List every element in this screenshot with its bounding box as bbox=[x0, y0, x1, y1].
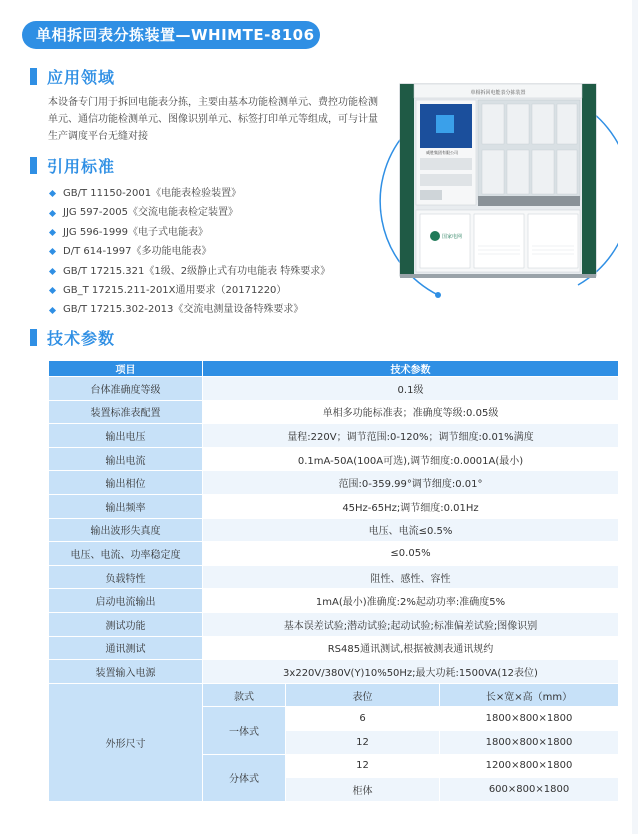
panel-slot bbox=[420, 174, 472, 186]
table-row bbox=[49, 660, 618, 683]
row-key: 输出波形失真度 bbox=[49, 519, 202, 542]
list-item: GB/T 11150-2001《电能表检验装置》 bbox=[50, 184, 330, 203]
dimension-position: 柜体 bbox=[286, 778, 439, 801]
cabinet-door bbox=[474, 214, 524, 268]
cabinet-base bbox=[400, 274, 596, 278]
edge-decoration bbox=[632, 0, 638, 834]
cabinet-door bbox=[420, 214, 470, 268]
header-cell-item: 项目 bbox=[49, 361, 202, 376]
row-value: 0.1级 bbox=[203, 377, 618, 400]
row-value: 阻性、感性、容性 bbox=[203, 566, 618, 589]
cabinet-header-text: 单相拆回电能表分拣装置 bbox=[470, 90, 526, 96]
sub-header-position: 表位 bbox=[286, 684, 439, 707]
dimension-size: 1200×800×1800 bbox=[440, 755, 618, 778]
dimension-size: 600×800×1800 bbox=[440, 778, 618, 801]
sub-header-style: 款式 bbox=[203, 684, 285, 707]
dimension-position: 12 bbox=[286, 755, 439, 778]
table-row bbox=[49, 637, 618, 660]
list-item: JJG 597-2005《交流电能表检定装置》 bbox=[50, 203, 330, 222]
row-value: 1mA(最小)准确度:2%起动功率:准确度5% bbox=[203, 589, 618, 612]
table-header-row bbox=[49, 361, 618, 376]
dimension-position: 12 bbox=[286, 731, 439, 754]
row-key: 负载特性 bbox=[49, 566, 202, 589]
dimension-position: 6 bbox=[286, 707, 439, 730]
dimension-style: 分体式 bbox=[203, 755, 285, 801]
spec-table bbox=[48, 360, 619, 802]
windows-logo-icon bbox=[436, 115, 454, 133]
dimension-size: 1800×800×1800 bbox=[440, 731, 618, 754]
row-value: 0.1mA-50A(100A可选),调节细度:0.0001A(最小) bbox=[203, 448, 618, 471]
row-value: RS485通讯测试,根据被测表通讯规约 bbox=[203, 637, 618, 660]
heading-bar bbox=[30, 157, 37, 174]
dimension-label: 外形尺寸 bbox=[49, 684, 202, 801]
table-row bbox=[49, 589, 618, 612]
dimension-header-row bbox=[49, 684, 618, 707]
row-key: 装置输入电源 bbox=[49, 660, 202, 683]
list-item: GB/T 17215.321《1级、2级静止式有功电能表 特殊要求》 bbox=[50, 262, 330, 281]
diamond-bullet-icon bbox=[49, 268, 56, 275]
diamond-bullet-icon bbox=[49, 306, 56, 313]
row-key: 启动电流输出 bbox=[49, 589, 202, 612]
row-value: 电压、电流≤0.5% bbox=[203, 519, 618, 542]
table-row bbox=[49, 542, 618, 565]
decor-dot bbox=[435, 292, 441, 298]
cabinet-door bbox=[528, 214, 578, 268]
row-value: 基本误差试验;潜动试验;起动试验;标准偏差试验;图像识别 bbox=[203, 613, 618, 636]
header-cell-params: 技术参数 bbox=[203, 361, 618, 376]
company-label: 威胜集团有限公司 bbox=[426, 150, 458, 155]
list-item: JJG 596-1999《电子式电能表》 bbox=[50, 223, 330, 242]
dimension-style: 一体式 bbox=[203, 707, 285, 753]
row-key: 输出电流 bbox=[49, 448, 202, 471]
row-value: 3x220V/380V(Y)10%50Hz;最大功耗:1500VA(12表位) bbox=[203, 660, 618, 683]
row-key: 输出频率 bbox=[49, 495, 202, 518]
diamond-bullet-icon bbox=[49, 248, 56, 255]
panel-drawer bbox=[420, 190, 442, 200]
table-row bbox=[49, 613, 618, 636]
state-grid-logo-text: 国家电网 bbox=[442, 234, 463, 240]
section-heading-application bbox=[30, 66, 115, 86]
heading-text: 引用标准 bbox=[47, 156, 116, 176]
row-key: 台体准确度等级 bbox=[49, 377, 202, 400]
table-row bbox=[49, 471, 618, 494]
application-text: 本设备专门用于拆回电能表分拣，主要由基本功能检测单元、费控功能检测单元、通信功能检测单元、图像识别单元、标签打印单元等组成，可与计量生产调度平台无缝对接 bbox=[48, 97, 378, 142]
list-item: D/T 614-1997《多功能电能表》 bbox=[50, 242, 330, 261]
section-heading-specs bbox=[30, 327, 115, 347]
heading-bar bbox=[30, 68, 37, 85]
state-grid-logo-icon bbox=[430, 231, 440, 241]
section-heading-standards bbox=[30, 155, 115, 175]
row-key: 装置标准表配置 bbox=[49, 401, 202, 424]
row-value: 45Hz-65Hz;调节细度:0.01Hz bbox=[203, 495, 618, 518]
meter-rail bbox=[478, 196, 580, 206]
table-row bbox=[49, 377, 618, 400]
heading-text: 技术参数 bbox=[47, 328, 116, 348]
row-value: 单相多功能标准表；准确度等级:0.05级 bbox=[203, 401, 618, 424]
row-value: 量程:220V；调节范围:0-120%；调节细度:0.01%满度 bbox=[203, 424, 618, 447]
dimension-size: 1800×800×1800 bbox=[440, 707, 618, 730]
diamond-bullet-icon bbox=[49, 190, 56, 197]
diamond-bullet-icon bbox=[49, 210, 56, 217]
list-item: GB_T 17215.211-201X通用要求（20171220） bbox=[50, 281, 330, 300]
heading-bar bbox=[30, 329, 37, 346]
table-row bbox=[49, 519, 618, 542]
heading-text: 应用领域 bbox=[47, 67, 116, 87]
row-key: 输出电压 bbox=[49, 424, 202, 447]
table-row bbox=[49, 566, 618, 589]
row-key: 通讯测试 bbox=[49, 637, 202, 660]
panel-slot bbox=[420, 158, 472, 170]
standards-list bbox=[50, 184, 330, 320]
table-row bbox=[49, 424, 618, 447]
table-row bbox=[49, 448, 618, 471]
row-value: 范围:0-359.99°调节细度:0.01° bbox=[203, 471, 618, 494]
row-value: ≤0.05% bbox=[203, 542, 618, 565]
row-key: 测试功能 bbox=[49, 613, 202, 636]
diamond-bullet-icon bbox=[49, 287, 56, 294]
row-key: 输出相位 bbox=[49, 471, 202, 494]
cabinet-side-left bbox=[400, 84, 414, 276]
row-key: 电压、电流、功率稳定度 bbox=[49, 542, 202, 565]
table-row bbox=[49, 495, 618, 518]
list-item: GB/T 17215.302-2013《交流电测量设备特殊要求》 bbox=[50, 300, 330, 319]
diamond-bullet-icon bbox=[49, 229, 56, 236]
page-title: 单相拆回表分拣装置—WHIMTE-8106 bbox=[22, 21, 320, 49]
table-row bbox=[49, 401, 618, 424]
device-illustration bbox=[378, 70, 618, 310]
cabinet-side-right bbox=[582, 84, 596, 276]
sub-header-size: 长×宽×高（mm） bbox=[440, 684, 618, 707]
